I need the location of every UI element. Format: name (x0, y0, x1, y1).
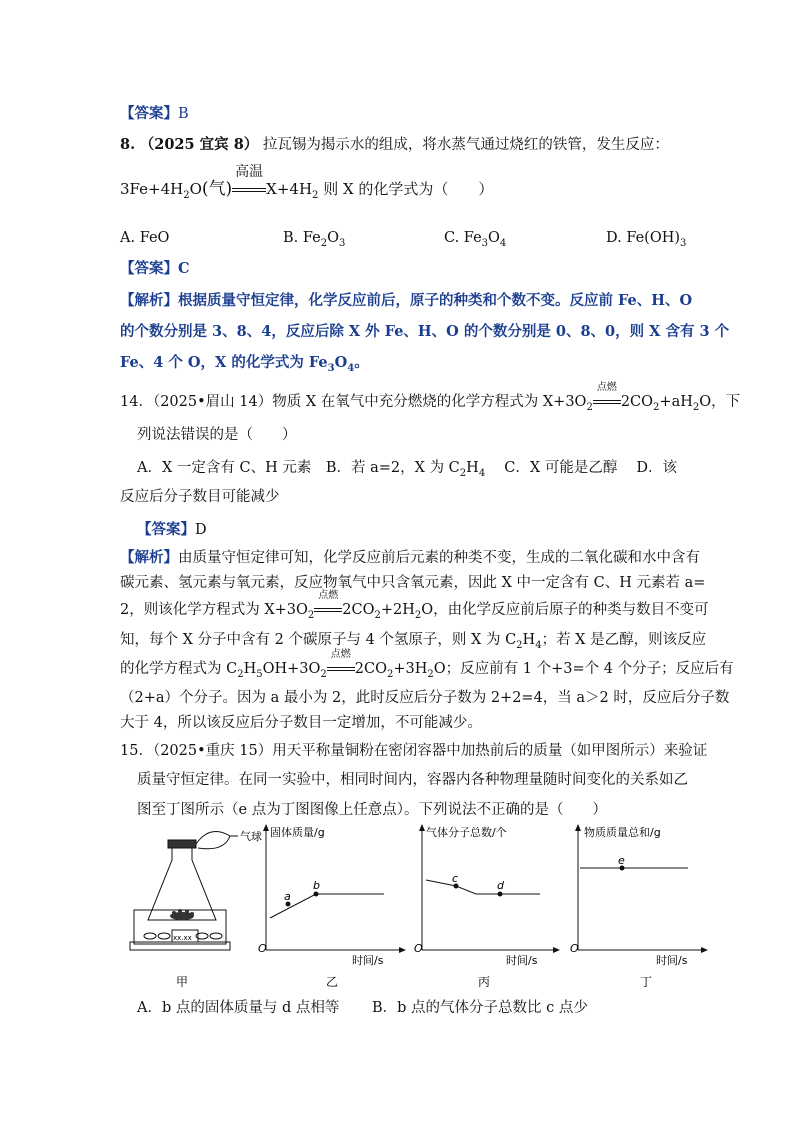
cond-text: 点燃 (318, 590, 339, 601)
flask-stopper (168, 840, 196, 848)
eq-tail: 则 X 的化学式为（ ） (323, 180, 494, 198)
fig-label-ding: 丁 (640, 975, 653, 989)
copper-powder (170, 909, 194, 920)
ding-ylabel: 物质质量总和/g (584, 826, 661, 839)
chart-ding (570, 824, 708, 967)
q14-options: A．X 一定含有 C、H 元素 B．若 a=2，X 为 $C_2H_4$ C．X 可能是乙醇 D．该 (137, 460, 678, 479)
ding-label-e: e (618, 854, 625, 867)
a3d: O，由化学反应前后原子的种类与数目不变可 (421, 602, 709, 618)
ding-origin: O (570, 942, 579, 955)
q14-analysis-6 (120, 688, 729, 708)
balance-plate (130, 942, 230, 950)
a5c: OH+3O (262, 661, 321, 677)
eq-cond-text: 高温 (235, 164, 264, 180)
option-a-text: A．b 点的固体质量与 d 点相等 (137, 1000, 340, 1016)
q15-option-a (137, 998, 339, 1018)
display-text: xx.xx (173, 934, 192, 942)
option-c-text: C. Fe (444, 230, 482, 246)
ding-x-arrow (701, 947, 708, 953)
knob-right2 (210, 933, 222, 939)
q15-option-b (372, 998, 588, 1018)
q14-analysis-5: 的化学方程式为 $C_2H_5OH+3O_2$ 点燃 $2CO_2+3H_2O$；反应前有 1 个+3=个 4 个分子；反应后有 (120, 659, 734, 679)
ding-y-arrow (575, 824, 581, 831)
q8-stem (120, 135, 669, 155)
knob-left2 (158, 933, 170, 939)
q15-stem-3 (137, 800, 607, 820)
q14-options-line2 (120, 487, 280, 507)
a5b: H (243, 661, 257, 677)
q15-stem-2 (137, 770, 688, 790)
a3a: 2，则该化学方程式为 X+3O (120, 602, 308, 618)
q8-analysis-line3: Fe、4 个 O，X 的化学式为 $Fe_3O_4$。 (120, 354, 369, 374)
analysis-text: Fe、4 个 O，X 的化学式为 Fe (120, 354, 328, 371)
answer-tag: 【答案】 (120, 260, 178, 277)
q8-option-c: C. $Fe_3O_4$ (444, 230, 507, 249)
q8-source: （2025 宜宾 8） (139, 136, 259, 153)
q8-option-b: B. $Fe_2O_3$ (283, 230, 346, 249)
q14-l4: 反应后分子数目可能减少 (120, 489, 280, 505)
yi-y-arrow (263, 824, 269, 831)
q14-stem-line2 (137, 425, 297, 445)
answer-tag: 【答案】 (120, 105, 178, 122)
q7-answer (120, 104, 189, 124)
eq-condition (327, 649, 355, 679)
analysis-tag: 【解析】 (120, 549, 178, 566)
q14-opt-b2: H (466, 460, 479, 476)
a5d: 2CO (354, 661, 387, 677)
q14-analysis-2 (120, 573, 705, 593)
eq-right2: +aH (659, 394, 693, 410)
bing-xlabel: 时间/s (506, 954, 538, 967)
q15-l3: 图至丁图所示（e 点为丁图图像上任意点）。下列说法不正确的是（ ） (137, 802, 607, 818)
analysis-text: 的个数分别是 3、8、4，反应后除 X 外 Fe、H、O 的个数分别是 0、8、0，则 X 含有 3 个 (120, 323, 730, 340)
yi-ylabel: 固体质量/g (270, 826, 325, 839)
bing-x-arrow (553, 947, 560, 953)
a4a: 知，每个 X 分子中含有 2 个碳原子与 4 个氢原子，则 X 为 C (120, 632, 517, 648)
a5e: +3H (393, 661, 428, 677)
q8-option-a (120, 228, 169, 248)
q14-analysis-1 (120, 548, 700, 568)
q8-stem-text: 拉瓦锡为揭示水的组成，将水蒸气通过烧红的铁管，发生反应： (262, 137, 669, 153)
q15-l2: 质量守恒定律。在同一实验中，相同时间内，容器内各种物理量随时间变化的关系如乙 (137, 772, 688, 788)
yi-x-arrow (399, 947, 406, 953)
eq-condition (232, 164, 266, 200)
answer-value: D (195, 522, 207, 538)
yi-label-a: a (284, 890, 291, 903)
q15-figures (120, 822, 720, 992)
a4b: H (522, 632, 536, 648)
a3c: +2H (380, 602, 415, 618)
q14-answer (137, 520, 207, 540)
q8-analysis-line1 (120, 291, 692, 311)
fig-label-yi: 乙 (326, 975, 339, 989)
option-d-text: D. Fe(OH) (606, 230, 681, 246)
eq-left: 3Fe+4H (120, 180, 184, 198)
bing-label-c: c (452, 872, 459, 885)
q15-l1: 15．（2025•重庆 15）用天平称量铜粉在密闭容器中加热前后的质量（如甲图所示）来验证 (120, 743, 708, 759)
yi-origin: O (258, 942, 267, 955)
analysis-text: 根据质量守恒定律，化学反应前后，原子的种类和个数不变。反应前 Fe、H、O (178, 292, 693, 309)
eq-right: X+4H (266, 180, 313, 198)
a5f: O；反应前有 1 个+3=个 4 个分子；反应后有 (433, 661, 734, 677)
yi-point-b (314, 892, 319, 897)
bing-point-d (498, 892, 503, 897)
analysis-text: 碳元素、氢元素与氧元素，反应物氧气中只含氧元素，因此 X 中一定含有 C、H 元素若 a= (120, 575, 706, 591)
chart-yi (258, 824, 406, 967)
apparatus-figure (130, 832, 238, 951)
option-a-text: A. FeO (120, 230, 170, 246)
bing-curve (426, 880, 540, 894)
answer-tag: 【答案】 (137, 521, 195, 538)
analysis-text: 大于 4，所以该反应后分子数目一定增加，不可能减少。 (120, 715, 482, 731)
yi-label-b: b (313, 879, 320, 892)
chart-bing (414, 824, 560, 967)
flask-body (148, 846, 216, 920)
fig-label-jia: 甲 (176, 975, 189, 989)
q8-equation: $3Fe+4H_2O$(气) 高温 $X+4H_2$ 则 X 的化学式为（ ） (120, 178, 493, 200)
eq-condition (314, 590, 342, 620)
answer-value: B (178, 106, 189, 122)
q8-answer (120, 259, 190, 279)
analysis-text: （2+a）个分子。因为 a 最小为 2，此时反应后分子数为 2+2=4，当 a＞2 时，反应后分子数 (120, 690, 730, 706)
bing-origin: O (414, 942, 423, 955)
q8-option-d: D. $Fe(OH)_3$ (606, 230, 687, 249)
eq-condition (593, 382, 621, 412)
bing-y-arrow (419, 824, 425, 831)
eq-left2: O (189, 180, 202, 198)
answer-value: C (178, 260, 190, 277)
ding-xlabel: 时间/s (656, 954, 688, 967)
eq-right: 2CO (620, 394, 654, 410)
bing-label-d: d (497, 879, 504, 892)
eq-state: (气) (201, 179, 233, 199)
q15-stem-1 (120, 741, 707, 761)
q14-head: 14．（2025•眉山 14）物质 X 在氧气中充分燃烧的化学方程式为 X+3O (120, 394, 587, 410)
balloon-label: 气球 (240, 830, 262, 843)
cond-text: 点燃 (596, 382, 617, 393)
fig-label-bing: 丙 (478, 975, 491, 989)
yi-xlabel: 时间/s (352, 954, 384, 967)
q14-opt-ab: A．X 一定含有 C、H 元素 B．若 a=2，X 为 C (137, 460, 460, 476)
q14-stem-line1: 14．（2025•眉山 14）物质 X 在氧气中充分燃烧的化学方程式为 $X+3O_2$ 点燃 $2CO_2+aH_2O$，下 (120, 392, 740, 412)
balloon-icon (196, 832, 230, 849)
cond-text: 点燃 (330, 649, 351, 660)
q14-analysis-7 (120, 713, 482, 733)
q14-analysis-3: 2，则该化学方程式为 $X+3O_2$ 点燃 $2CO_2+2H_2O$，由化学反应前后原子的种类与数目不变可 (120, 600, 709, 620)
option-b-text: B. Fe (283, 230, 321, 246)
bing-ylabel: 气体分子总数/个 (426, 826, 507, 839)
q14-opt-cd: C．X 可能是乙醇 D．该 (485, 460, 678, 476)
a3b: 2CO (342, 602, 375, 618)
analysis-tag: 【解析】 (120, 292, 178, 309)
q14-analysis-4: 知，每个 X 分子中含有 2 个碳原子与 4 个氢原子，则 X 为 $C_2H_4$；若 X 是乙醇，则该反应 (120, 632, 707, 651)
analysis-text: 由质量守恒定律可知，化学反应前后元素的种类不变，生成的二氧化碳和水中含有 (178, 550, 700, 566)
a4c: ；若 X 是乙醇，则该反应 (541, 632, 707, 648)
q8-number: 8. (120, 136, 136, 153)
eq-right3: O，下 (699, 394, 741, 410)
option-b-text: B．b 点的气体分子总数比 c 点少 (372, 1000, 588, 1016)
q14-l2: 列说法错误的是（ ） (137, 427, 297, 443)
knob-left (144, 933, 156, 939)
a5a: 的化学方程式为 C (120, 661, 238, 677)
q8-analysis-line2 (120, 322, 729, 342)
